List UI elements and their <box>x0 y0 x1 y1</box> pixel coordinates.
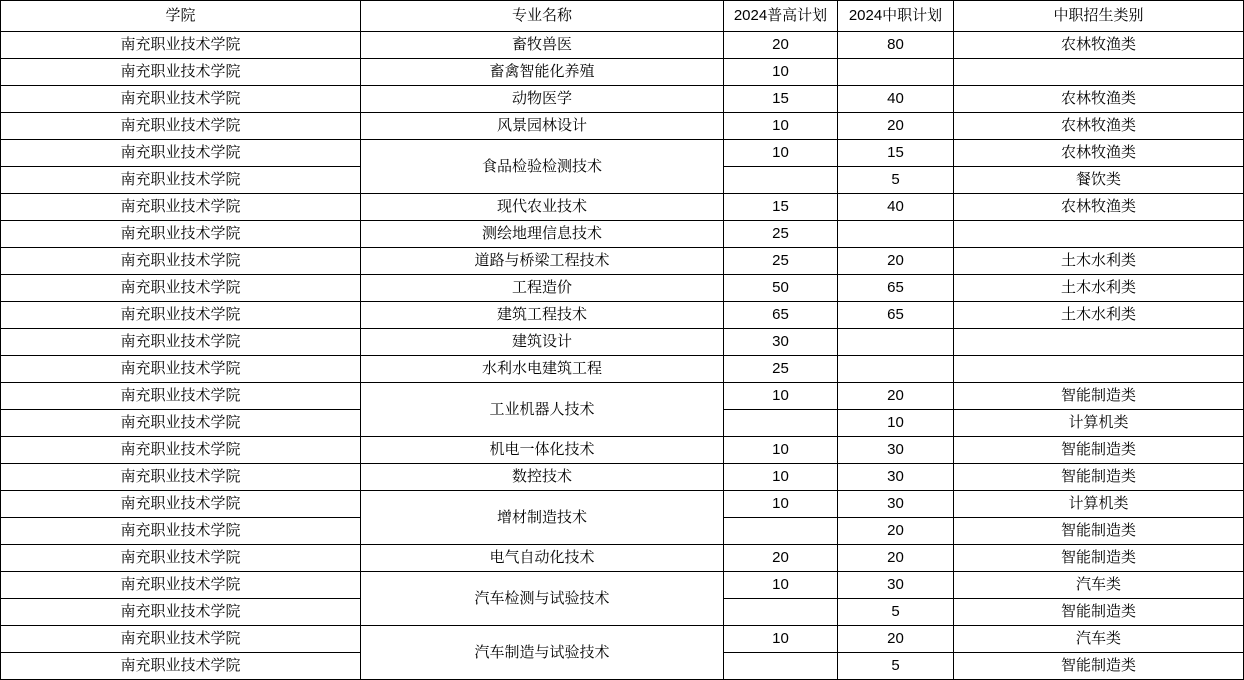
cell-category: 智能制造类 <box>954 437 1244 464</box>
cell-vocational-plan: 30 <box>838 464 954 491</box>
table-row <box>1 356 1244 383</box>
cell-major: 机电一体化技术 <box>361 437 724 464</box>
cell-vocational-plan: 5 <box>838 653 954 680</box>
cell-college: 南充职业技术学院 <box>1 518 361 545</box>
table-row <box>1 59 1244 86</box>
header-category: 中职招生类别 <box>954 1 1244 32</box>
cell-vocational-plan: 20 <box>838 626 954 653</box>
cell-college: 南充职业技术学院 <box>1 464 361 491</box>
cell-college: 南充职业技术学院 <box>1 545 361 572</box>
cell-general-plan: 25 <box>724 356 838 383</box>
table-row <box>1 221 1244 248</box>
table-header-row <box>1 1 1244 32</box>
cell-major: 道路与桥梁工程技术 <box>361 248 724 275</box>
header-college: 学院 <box>1 1 361 32</box>
cell-general-plan <box>724 518 838 545</box>
table-row <box>1 464 1244 491</box>
cell-vocational-plan: 30 <box>838 572 954 599</box>
table-row <box>1 437 1244 464</box>
table-row <box>1 329 1244 356</box>
cell-college: 南充职业技术学院 <box>1 113 361 140</box>
cell-vocational-plan: 65 <box>838 275 954 302</box>
cell-major: 动物医学 <box>361 86 724 113</box>
table-row <box>1 491 1244 518</box>
table-row <box>1 86 1244 113</box>
cell-major: 畜牧兽医 <box>361 32 724 59</box>
table-row <box>1 626 1244 653</box>
cell-major: 数控技术 <box>361 464 724 491</box>
cell-category: 计算机类 <box>954 410 1244 437</box>
cell-major: 食品检验检测技术 <box>361 140 724 194</box>
cell-general-plan: 10 <box>724 464 838 491</box>
cell-general-plan <box>724 599 838 626</box>
cell-general-plan: 20 <box>724 545 838 572</box>
cell-college: 南充职业技术学院 <box>1 437 361 464</box>
cell-college: 南充职业技术学院 <box>1 572 361 599</box>
cell-college: 南充职业技术学院 <box>1 140 361 167</box>
table-row <box>1 194 1244 221</box>
cell-general-plan <box>724 410 838 437</box>
cell-vocational-plan <box>838 59 954 86</box>
cell-college: 南充职业技术学院 <box>1 32 361 59</box>
cell-vocational-plan: 40 <box>838 194 954 221</box>
cell-vocational-plan: 5 <box>838 167 954 194</box>
cell-college: 南充职业技术学院 <box>1 653 361 680</box>
cell-category: 计算机类 <box>954 491 1244 518</box>
cell-major: 测绘地理信息技术 <box>361 221 724 248</box>
table-row <box>1 545 1244 572</box>
cell-major: 建筑设计 <box>361 329 724 356</box>
cell-category: 土木水利类 <box>954 302 1244 329</box>
cell-major: 风景园林设计 <box>361 113 724 140</box>
cell-college: 南充职业技术学院 <box>1 194 361 221</box>
cell-category <box>954 356 1244 383</box>
cell-category <box>954 59 1244 86</box>
cell-vocational-plan <box>838 221 954 248</box>
cell-major: 工业机器人技术 <box>361 383 724 437</box>
cell-college: 南充职业技术学院 <box>1 167 361 194</box>
cell-category <box>954 329 1244 356</box>
cell-general-plan: 15 <box>724 194 838 221</box>
cell-vocational-plan: 20 <box>838 518 954 545</box>
cell-general-plan: 25 <box>724 248 838 275</box>
cell-general-plan: 10 <box>724 572 838 599</box>
cell-vocational-plan: 10 <box>838 410 954 437</box>
cell-category: 智能制造类 <box>954 383 1244 410</box>
cell-vocational-plan: 15 <box>838 140 954 167</box>
cell-major: 工程造价 <box>361 275 724 302</box>
cell-college: 南充职业技术学院 <box>1 221 361 248</box>
table-row <box>1 32 1244 59</box>
cell-vocational-plan: 65 <box>838 302 954 329</box>
cell-category: 农林牧渔类 <box>954 32 1244 59</box>
cell-general-plan: 30 <box>724 329 838 356</box>
cell-category: 智能制造类 <box>954 599 1244 626</box>
cell-general-plan: 20 <box>724 32 838 59</box>
cell-category: 汽车类 <box>954 572 1244 599</box>
cell-major: 增材制造技术 <box>361 491 724 545</box>
cell-college: 南充职业技术学院 <box>1 491 361 518</box>
cell-general-plan: 10 <box>724 437 838 464</box>
header-general-plan: 2024普高计划 <box>724 1 838 32</box>
cell-college: 南充职业技术学院 <box>1 410 361 437</box>
header-major: 专业名称 <box>361 1 724 32</box>
table-row <box>1 248 1244 275</box>
cell-category: 汽车类 <box>954 626 1244 653</box>
table-row <box>1 140 1244 167</box>
cell-general-plan: 10 <box>724 491 838 518</box>
table-row <box>1 383 1244 410</box>
cell-general-plan: 15 <box>724 86 838 113</box>
cell-category: 智能制造类 <box>954 518 1244 545</box>
cell-college: 南充职业技术学院 <box>1 59 361 86</box>
cell-vocational-plan <box>838 356 954 383</box>
cell-general-plan <box>724 653 838 680</box>
cell-college: 南充职业技术学院 <box>1 275 361 302</box>
cell-general-plan: 50 <box>724 275 838 302</box>
cell-vocational-plan: 80 <box>838 32 954 59</box>
cell-general-plan: 25 <box>724 221 838 248</box>
cell-category: 农林牧渔类 <box>954 194 1244 221</box>
cell-general-plan: 10 <box>724 626 838 653</box>
cell-college: 南充职业技术学院 <box>1 383 361 410</box>
table-body <box>1 32 1244 680</box>
table-row <box>1 113 1244 140</box>
cell-category: 农林牧渔类 <box>954 140 1244 167</box>
cell-general-plan <box>724 167 838 194</box>
cell-vocational-plan: 20 <box>838 248 954 275</box>
cell-general-plan: 10 <box>724 59 838 86</box>
table-row <box>1 572 1244 599</box>
cell-college: 南充职业技术学院 <box>1 356 361 383</box>
cell-major: 电气自动化技术 <box>361 545 724 572</box>
cell-general-plan: 10 <box>724 383 838 410</box>
cell-vocational-plan: 40 <box>838 86 954 113</box>
cell-general-plan: 65 <box>724 302 838 329</box>
cell-vocational-plan: 20 <box>838 113 954 140</box>
cell-category: 农林牧渔类 <box>954 113 1244 140</box>
cell-vocational-plan: 20 <box>838 545 954 572</box>
cell-vocational-plan: 5 <box>838 599 954 626</box>
cell-major: 汽车检测与试验技术 <box>361 572 724 626</box>
cell-category: 土木水利类 <box>954 275 1244 302</box>
cell-college: 南充职业技术学院 <box>1 86 361 113</box>
cell-category: 智能制造类 <box>954 464 1244 491</box>
cell-major: 现代农业技术 <box>361 194 724 221</box>
cell-general-plan: 10 <box>724 113 838 140</box>
table-row <box>1 275 1244 302</box>
cell-major: 汽车制造与试验技术 <box>361 626 724 680</box>
cell-college: 南充职业技术学院 <box>1 248 361 275</box>
header-vocational-plan: 2024中职计划 <box>838 1 954 32</box>
cell-category: 土木水利类 <box>954 248 1244 275</box>
cell-major: 建筑工程技术 <box>361 302 724 329</box>
cell-category: 餐饮类 <box>954 167 1244 194</box>
cell-category <box>954 221 1244 248</box>
cell-college: 南充职业技术学院 <box>1 626 361 653</box>
table-row <box>1 302 1244 329</box>
cell-college: 南充职业技术学院 <box>1 329 361 356</box>
cell-category: 农林牧渔类 <box>954 86 1244 113</box>
cell-college: 南充职业技术学院 <box>1 302 361 329</box>
cell-vocational-plan: 30 <box>838 437 954 464</box>
cell-vocational-plan: 20 <box>838 383 954 410</box>
cell-general-plan: 10 <box>724 140 838 167</box>
cell-major: 畜禽智能化养殖 <box>361 59 724 86</box>
cell-college: 南充职业技术学院 <box>1 599 361 626</box>
cell-vocational-plan <box>838 329 954 356</box>
cell-category: 智能制造类 <box>954 653 1244 680</box>
cell-major: 水利水电建筑工程 <box>361 356 724 383</box>
cell-category: 智能制造类 <box>954 545 1244 572</box>
cell-vocational-plan: 30 <box>838 491 954 518</box>
